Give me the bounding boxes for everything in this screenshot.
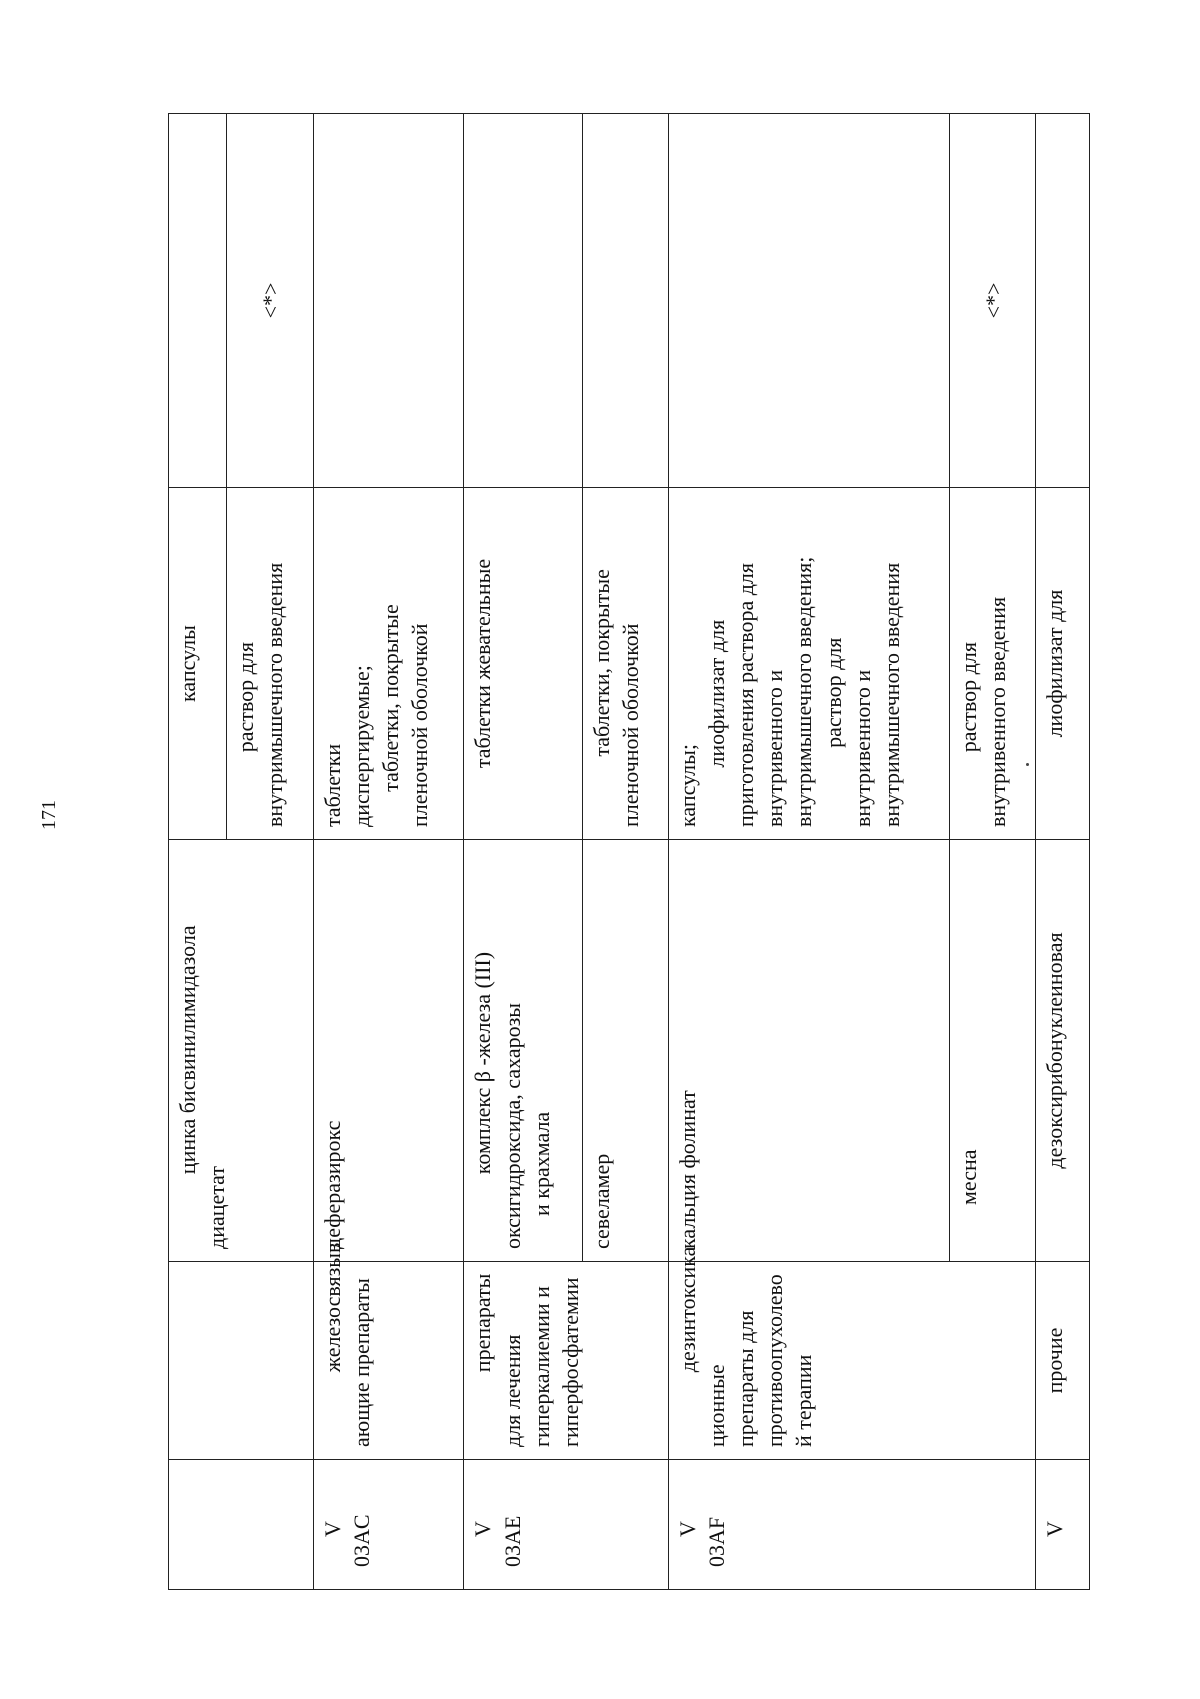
group-text: ционные xyxy=(704,1364,730,1447)
substance-cell xyxy=(669,840,949,1262)
group-text: железосвязыв xyxy=(319,1242,345,1373)
atc-code-cell xyxy=(1036,1460,1090,1590)
atc-code: 03AE xyxy=(499,1515,525,1567)
form-cell xyxy=(669,488,949,840)
atc-code-cell xyxy=(313,1460,464,1590)
group-text: дезинтоксика xyxy=(675,1246,701,1373)
substance-cell xyxy=(583,840,669,1262)
group-text: противоопухолево xyxy=(762,1274,788,1447)
form-text: капсулы xyxy=(175,625,200,702)
form-text: раствор для xyxy=(955,642,981,753)
form-text: приготовления раствора для xyxy=(733,563,759,827)
form-text: внутримышечного введения xyxy=(878,562,904,827)
group-cell-empty xyxy=(169,1262,314,1460)
atc-code-cell xyxy=(464,1460,669,1590)
substance-cell xyxy=(169,840,314,1262)
mark-cell-empty xyxy=(313,114,464,488)
group-cell xyxy=(313,1242,464,1460)
rotated-table-wrapper xyxy=(168,114,1090,1590)
group-text: препараты для xyxy=(733,1310,759,1447)
form-text: внутривенного введения xyxy=(984,596,1010,827)
page-number: 171 xyxy=(38,800,60,830)
form-text: лиофилизат для xyxy=(704,619,730,768)
group-text: для лечения xyxy=(499,1334,525,1447)
form-text: таблетки жевательные xyxy=(470,558,496,769)
substance-cell xyxy=(1036,840,1090,1262)
form-cell xyxy=(949,488,1035,840)
substance-cell xyxy=(464,840,583,1262)
form-cell xyxy=(583,488,669,840)
asterisk-mark-cell xyxy=(949,114,1035,488)
form-text: внутривенного и xyxy=(762,669,788,827)
mark-cell-empty xyxy=(169,114,227,488)
form-text: раствор для xyxy=(233,642,259,753)
group-cell xyxy=(464,1262,669,1460)
atc-code: V xyxy=(470,1521,496,1537)
substance-text: деферазирокс xyxy=(319,1120,345,1249)
form-text: диспергируемые; xyxy=(348,665,374,827)
atc-code: 03AC xyxy=(348,1514,374,1567)
atc-code: V xyxy=(319,1521,345,1537)
form-text: внутримышечного введения; xyxy=(791,556,817,827)
substance-text: комплекс β -железа (III) xyxy=(470,951,496,1175)
form-cell xyxy=(464,488,583,840)
asterisk-mark-cell xyxy=(227,114,313,488)
code-cell-empty xyxy=(169,1460,314,1590)
substance-cell xyxy=(949,840,1035,1262)
table-row xyxy=(169,114,227,1590)
form-cell xyxy=(313,488,464,840)
substance-text: месна xyxy=(955,1149,981,1205)
substance-text: севеламер xyxy=(589,1153,615,1249)
group-text: й терапии xyxy=(791,1354,817,1447)
table-row xyxy=(313,114,464,1590)
form-text: лиофилизат для xyxy=(1042,589,1068,738)
form-cell xyxy=(169,488,227,840)
form-text: раствор для xyxy=(820,637,846,748)
substance-cell xyxy=(313,840,464,1262)
form-cell xyxy=(227,488,313,840)
form-text: пленочной оболочкой xyxy=(618,623,644,827)
atc-code: V xyxy=(1042,1521,1068,1537)
group-text: гиперкалиемии и xyxy=(528,1286,554,1447)
substance-text: и крахмала xyxy=(528,1111,554,1216)
asterisk-mark: <*> xyxy=(258,282,284,319)
drug-list-table xyxy=(168,113,1090,1590)
form-text: капсулы; xyxy=(675,744,701,827)
substance-text: диацетат xyxy=(204,1166,230,1249)
group-text: препараты xyxy=(470,1273,496,1373)
group-text: гиперфосфатемии xyxy=(557,1277,583,1447)
mark-cell-empty xyxy=(583,114,669,488)
substance-text: кальция фолинат xyxy=(675,1090,701,1249)
form-text: внутривенного и xyxy=(849,669,875,827)
form-text: пленочной оболочкой xyxy=(406,623,432,827)
table-row xyxy=(669,114,949,1590)
group-cell xyxy=(1036,1262,1090,1460)
substance-text: цинка бисвинилимидазола xyxy=(175,925,200,1175)
table-row xyxy=(1036,114,1090,1590)
atc-code: V xyxy=(675,1521,701,1537)
group-text: ающие препараты xyxy=(348,1278,374,1447)
group-text: прочие xyxy=(1042,1327,1068,1394)
form-cell xyxy=(1036,488,1090,840)
form-text: таблетки, покрытые xyxy=(377,604,403,792)
form-text: таблетки, покрытые xyxy=(589,569,615,757)
atc-code: 03AF xyxy=(704,1516,730,1567)
atc-code-cell xyxy=(669,1460,1036,1590)
asterisk-mark: <*> xyxy=(980,282,1006,319)
mark-cell-empty xyxy=(464,114,583,488)
form-text: внутримышечного введения xyxy=(262,562,288,827)
substance-text: дезоксирибонуклеиновая xyxy=(1042,932,1068,1169)
group-cell xyxy=(669,1246,1036,1460)
mark-cell-empty xyxy=(669,114,949,488)
form-text: таблетки xyxy=(319,743,345,827)
substance-text: оксигидроксида, сахарозы xyxy=(499,1002,525,1249)
mark-cell-empty xyxy=(1036,114,1090,488)
table-row xyxy=(464,114,583,1590)
